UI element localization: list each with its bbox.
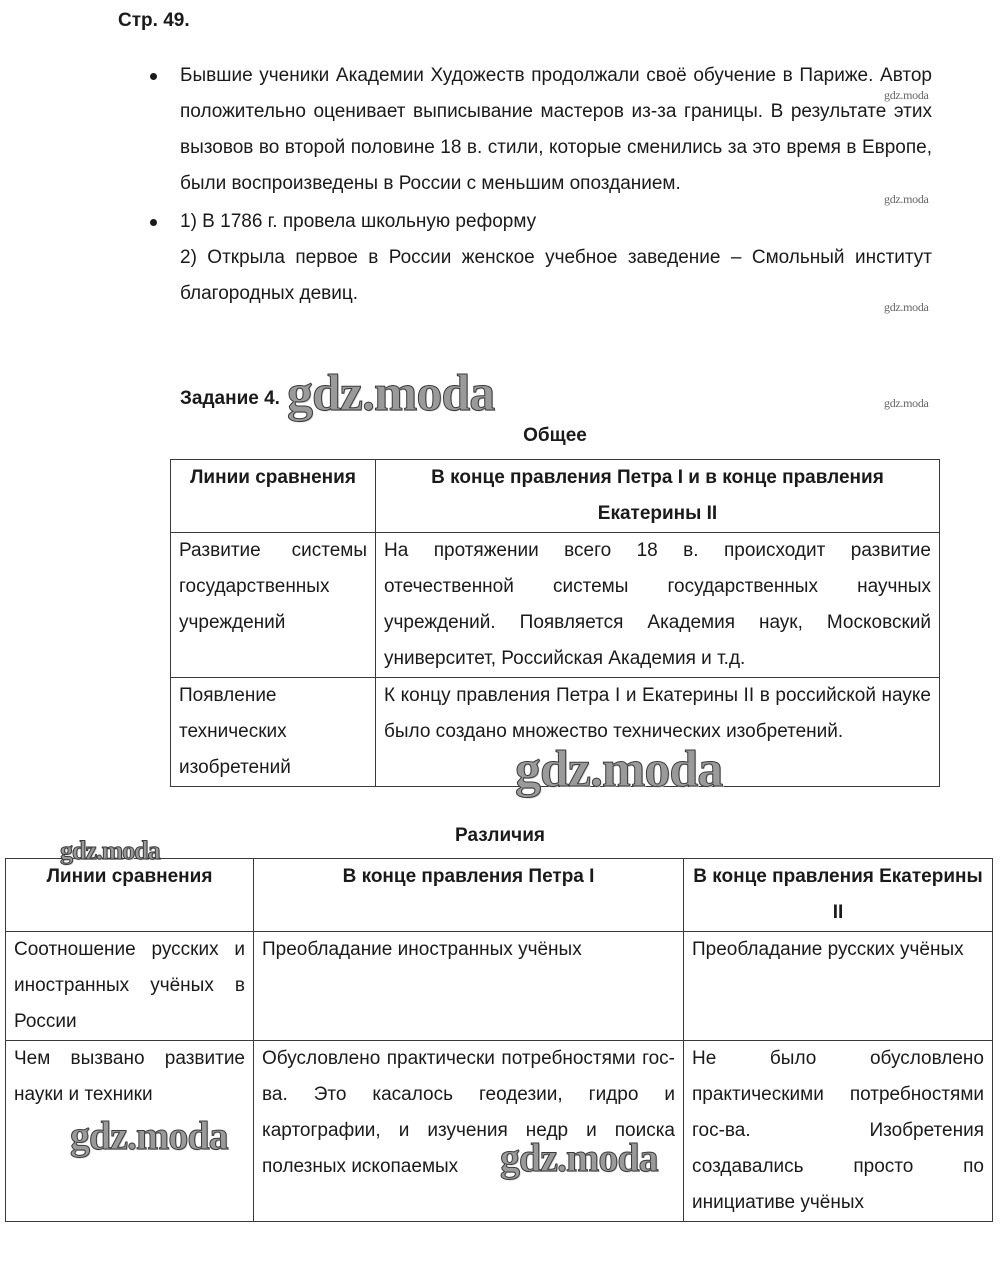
table-row <box>171 533 940 678</box>
differences-comparison-table <box>5 858 993 1222</box>
watermark-logo: gdz.moda <box>70 1113 228 1158</box>
watermark: gdz.moda <box>884 300 929 314</box>
answer-bullet-list <box>146 58 932 312</box>
table-cell: Развитие системы государственных учреждений <box>171 533 376 678</box>
watermark: gdz.moda <box>884 192 929 206</box>
watermark: gdz.moda <box>884 88 929 102</box>
bullet-text: Бывшие ученики Академии Художеств продолжали своё обучение в Париже. Автор положительно оценивает выписывание мастеров из-за границы. В результате этих вызовов во второй половине 18 в. стили, которые сменились за это время в Европе, были воспроизведены в России с меньшим опозданием. <box>180 65 932 194</box>
task-title: Задание 4. <box>180 388 280 409</box>
table-row <box>6 1041 993 1222</box>
table-cell: Обусловлено практически потребностями гос-ва. Это касалось геодезии, гидро и картографии, и изучения недр и поиска полезных ископаемых <box>254 1041 684 1222</box>
table-cell: На протяжении всего 18 в. происходит развитие отечественной системы государственных научных учреждений. Появляется Академия наук, Московский университет, Российская Академия и т.д. <box>376 533 940 678</box>
watermark-logo: gdz.moda <box>515 741 723 798</box>
watermark: gdz.moda <box>884 396 929 410</box>
bullet-item <box>146 58 932 202</box>
table-cell: Преобладание иностранных учёных <box>254 932 684 1041</box>
column-header: Линии сравнения <box>171 460 376 533</box>
table-cell: Не было обусловлено практическими потребностями гос-ва. Изобретения создавались просто по инициативе учёных <box>684 1041 993 1222</box>
bullet-text: 2) Открыла первое в России женское учебное заведение – Смольный институт благородных девиц. <box>180 247 932 304</box>
table-header-row <box>171 460 940 533</box>
column-header: В конце правления Петра I и в конце правления Екатерины II <box>376 460 940 533</box>
common-comparison-table <box>170 459 940 787</box>
column-header: В конце правления Екатерины II <box>684 859 993 932</box>
watermark-logo: gdz.moda <box>60 836 160 865</box>
differences-section-title: Различия <box>455 825 545 846</box>
watermark-logo: gdz.moda <box>500 1135 658 1180</box>
page-title: Стр. 49. <box>118 10 190 31</box>
bullet-text: 1) В 1786 г. провела школьную реформу <box>180 211 537 232</box>
common-section-title: Общее <box>523 425 587 446</box>
bullet-icon <box>150 73 157 80</box>
table-row <box>171 678 940 787</box>
watermark-logo: gdz.moda <box>287 365 495 422</box>
table-cell: К концу правления Петра I и Екатерины II в российской науке было создано множество технических изобретений. <box>376 678 940 787</box>
table-cell: Соотношение русских и иностранных учёных в России <box>6 932 254 1041</box>
table-header-row <box>6 859 993 932</box>
table-cell: Появление технических изобретений <box>171 678 376 787</box>
table-cell: Чем вызвано развитие науки и техники <box>6 1041 254 1222</box>
bullet-icon <box>150 219 157 226</box>
bullet-item <box>146 204 932 312</box>
table-row <box>6 932 993 1041</box>
table-cell: Преобладание русских учёных <box>684 932 993 1041</box>
column-header: В конце правления Петра I <box>254 859 684 932</box>
column-header: Линии сравнения <box>6 859 254 932</box>
